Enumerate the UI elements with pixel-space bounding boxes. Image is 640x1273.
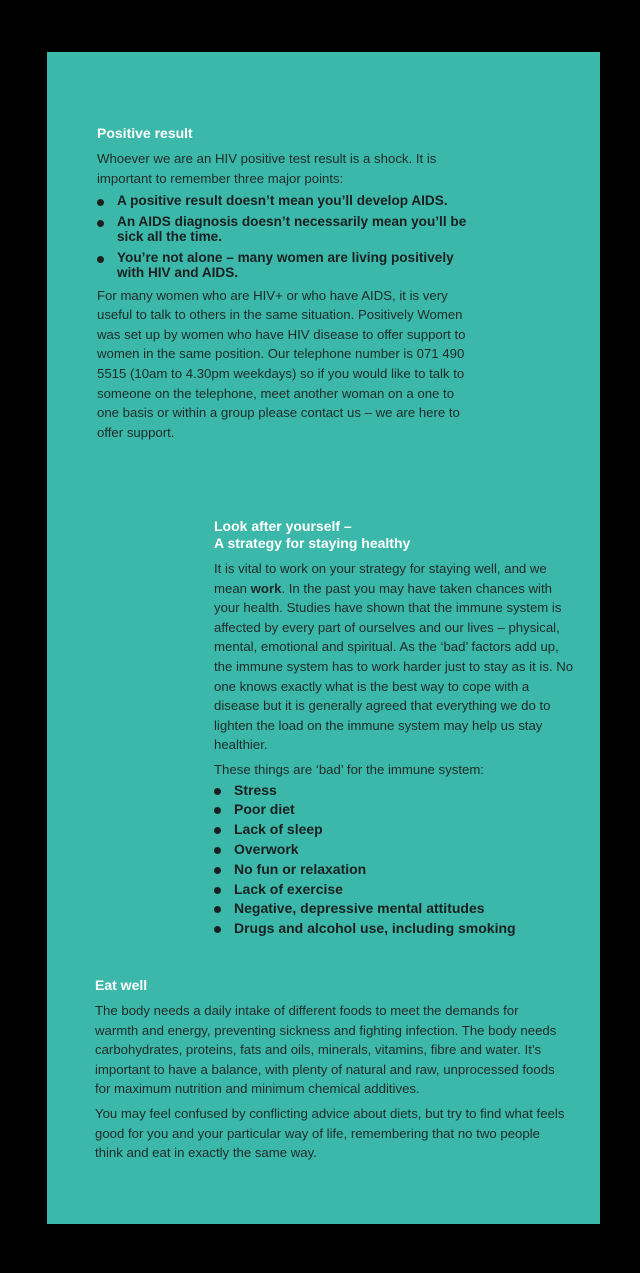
list-item: No fun or relaxation [214,860,574,880]
list-item: Overwork [214,840,574,860]
list-item: Negative, depressive mental attitudes [214,899,574,919]
list-item: Lack of sleep [214,820,574,840]
look-after-body-start: It is vital to work on your strategy for staying well, and we mean [214,561,547,596]
list-item: A positive result doesn’t mean you’ll develop AIDS. [97,193,469,209]
bad-things-list [214,781,574,939]
list-item: An AIDS diagnosis doesn’t necessarily mean you’ll be sick all the time. [97,214,469,245]
eat-well-section [95,977,565,1163]
eat-well-heading: Eat well [95,977,148,993]
list-item: Stress [214,781,574,801]
look-after-body-rest: . In the past you may have taken chances with your health. Studies have shown that the immune system is affected by every part of ourselves and our lives – physical, mental, emotional and spiritual. As the ‘bad’ factors add up, the immune system has to work harder just to stay as it is. No one knows exactly what is the best way to cope with a disease but it is generally agreed that everything we do to lighten the load on the immune system may help us stay healthier. [214,580,574,753]
look-after-heading-line2: A strategy for staying healthy [214,535,411,551]
look-after-yourself-section [214,518,574,939]
leaflet-page [47,52,600,1224]
eat-well-paragraph-1: The body needs a daily intake of different foods to meet the demands for warmth and energy, preventing sickness and fighting infection. The body needs carbohydrates, proteins, fats and oils, minerals, vitamins, fibre and water. It’s important to have a balance, with plenty of natural and raw, unprocessed foods for maximum nutrition and minimum chemical additives. [95,1003,557,1097]
look-after-heading [214,518,574,552]
positive-result-heading: Positive result [97,125,193,141]
work-emphasis: work [250,580,282,596]
look-after-heading-line1: Look after yourself – [214,518,352,534]
list-item: Drugs and alcohol use, including smoking [214,919,574,939]
positive-result-body: For many women who are HIV+ or who have AIDS, it is very useful to talk to others in the same situation. Positively Women was set up by women who have HIV disease to offer support to women in the same position. Our telephone number is 071 490 5515 (10am to 4.30pm weekdays) so if you would like to talk to someone on the telephone, meet another woman on a one to one basis or within a group please contact us – we are here to offer support. [97,287,466,440]
positive-result-points [97,193,469,281]
look-after-body [214,559,574,755]
positive-result-intro: Whoever we are an HIV positive test result is a shock. It is important to remember three major points: [97,151,437,186]
bad-things-intro: These things are ‘bad’ for the immune system: [214,761,484,777]
list-item: Lack of exercise [214,880,574,900]
eat-well-paragraph-2: You may feel confused by conflicting advice about diets, but try to find what feels good for you and your particular way of life, remembering that no two people think and eat in exactly the same way. [95,1105,565,1161]
list-item: You’re not alone – many women are living positively with HIV and AIDS. [97,250,469,281]
list-item: Poor diet [214,800,574,820]
positive-result-section [97,125,469,442]
